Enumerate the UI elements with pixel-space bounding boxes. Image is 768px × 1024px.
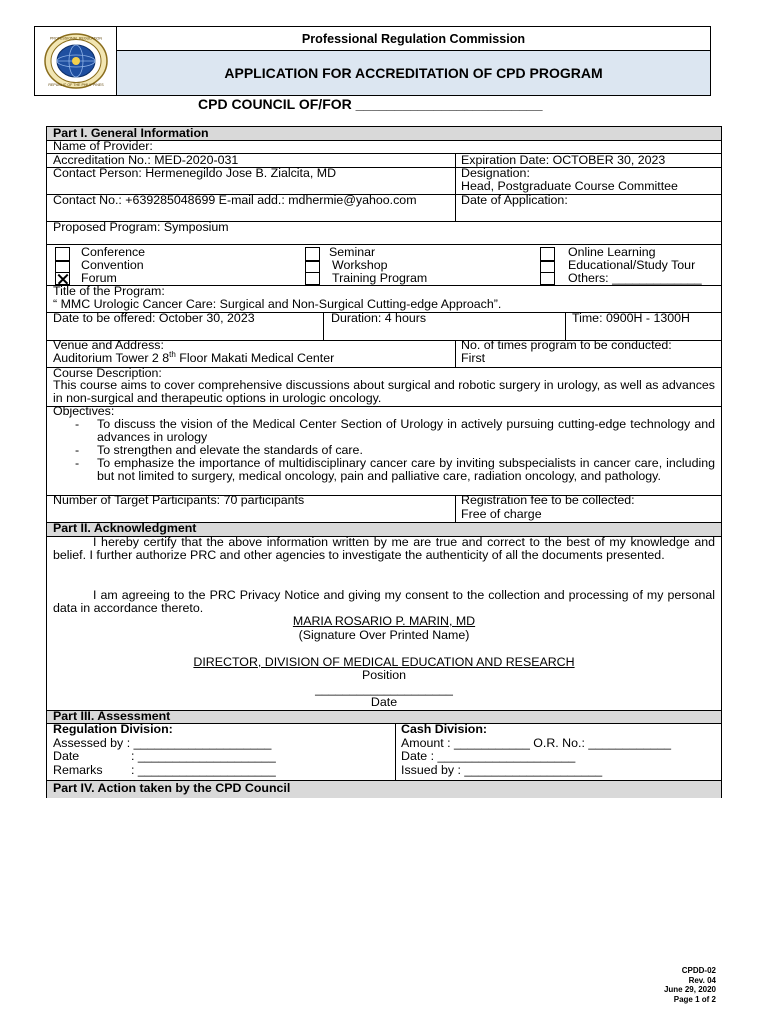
- cash-division-title: Cash Division:: [401, 722, 488, 736]
- date-line[interactable]: ____________________: [315, 682, 453, 696]
- course-description[interactable]: This course aims to cover comprehensive discussions about surgical and robotic surgery in urology, as well as advances in non-surgical and therapeutic options in urologic oncology.: [53, 378, 715, 406]
- contact-no[interactable]: Contact No.: +639285048699 E-mail add.: mdhermie@yahoo.com: [53, 193, 417, 207]
- privacy-consent-paragraph: I am agreeing to the PRC Privacy Notice and giving my consent to the collection and processing of my personal data in accordance thereto.: [53, 588, 715, 616]
- reg-date-label: Date: [53, 749, 80, 763]
- form-header: [34, 26, 711, 96]
- position-caption: Position: [361, 668, 407, 682]
- part4-title: Part IV. Action taken by the CPD Council: [53, 781, 291, 795]
- venue-value[interactable]: Auditorium Tower 2 8th Floor Makati Medical Center: [53, 349, 335, 365]
- others-label: Others: _____________: [568, 271, 702, 285]
- target-participants[interactable]: Number of Target Participants: 70 participants: [53, 493, 305, 507]
- venue-label: Venue and Address:: [53, 338, 164, 352]
- form-title: APPLICATION FOR ACCREDITATION OF CPD PROGRAM: [117, 51, 710, 95]
- issued-by-field[interactable]: Issued by : ____________________: [401, 763, 603, 777]
- online-checkbox[interactable]: [540, 247, 555, 261]
- date-offered[interactable]: Date to be offered: October 30, 2023: [53, 311, 255, 325]
- times-conducted-label: No. of times program to be conducted:: [461, 338, 672, 352]
- assessed-by-field[interactable]: Assessed by : ____________________: [53, 736, 272, 750]
- remarks-label: Remarks: [53, 763, 103, 777]
- course-description-label: Course Description:: [53, 366, 162, 380]
- objective-item: To emphasize the importance of multidisciplinary cancer care by inviting subspecialists in cancer care, including but not limited to surgery, medical oncology, pain and palliative care, radiation oncology, and pathology.: [97, 456, 715, 484]
- designation-value[interactable]: Head, Postgraduate Course Committee: [461, 179, 678, 193]
- workshop-label: Workshop: [332, 258, 388, 272]
- regulation-division-title: Regulation Division:: [53, 722, 173, 736]
- contact-person[interactable]: Contact Person: Hermenegildo Jose B. Zialcita, MD: [53, 166, 337, 180]
- certification-paragraph: I hereby certify that the above information written by me are true and correct to the best of my knowledge and belief. I further authorize PRC and other agencies to investigate the authenticity of all the documents presented.: [53, 535, 715, 563]
- objective-bullet: -: [75, 443, 80, 457]
- duration[interactable]: Duration: 4 hours: [331, 311, 427, 325]
- registration-fee-label: Registration fee to be collected:: [461, 493, 635, 507]
- objective-bullet: -: [75, 417, 80, 431]
- objective-item: To strengthen and elevate the standards of care.: [97, 443, 363, 457]
- signature-caption: (Signature Over Printed Name): [298, 628, 470, 642]
- part1-title: Part I. General Information: [53, 126, 209, 140]
- svg-text:REPUBLIC OF THE PHILIPPINES: REPUBLIC OF THE PHILIPPINES: [48, 83, 104, 87]
- program-title-value[interactable]: “ MMC Urologic Cancer Care: Surgical and Non-Surgical Cutting-edge Approach”.: [53, 297, 502, 311]
- times-conducted-value[interactable]: First: [461, 351, 486, 365]
- reg-date-field[interactable]: : ____________________: [131, 749, 276, 763]
- seminar-label: Seminar: [329, 245, 376, 259]
- remarks-field[interactable]: : ____________________: [131, 763, 276, 777]
- amount-field[interactable]: Amount : ___________ O.R. No.: ____________: [401, 736, 672, 750]
- proposed-program[interactable]: Proposed Program: Symposium: [53, 220, 229, 234]
- provider-field[interactable]: Name of Provider:: [53, 139, 153, 153]
- conference-checkbox[interactable]: [55, 247, 70, 261]
- conference-label: Conference: [81, 245, 146, 259]
- program-time[interactable]: Time: 0900H - 1300H: [572, 311, 690, 325]
- form-footer: [664, 966, 716, 1004]
- forum-label: Forum: [81, 271, 117, 285]
- date-caption: Date: [370, 695, 398, 709]
- others-checkbox[interactable]: [540, 272, 555, 285]
- signatory-name: MARIA ROSARIO P. MARIN, MD: [292, 614, 476, 628]
- logo-cell: [35, 27, 117, 95]
- objective-bullet: -: [75, 456, 80, 470]
- online-label: Online Learning: [568, 245, 656, 259]
- designation-label: Designation:: [461, 166, 530, 180]
- accreditation-no[interactable]: Accreditation No.: MED-2020-031: [53, 153, 239, 167]
- page-number: Page 1 of 2: [673, 994, 716, 1004]
- prc-seal-icon: [43, 33, 109, 89]
- council-line: CPD COUNCIL OF/FOR ________________________: [198, 96, 543, 112]
- form-code: CPDD-02: [681, 966, 716, 975]
- objectives-label: Objectives:: [53, 404, 115, 418]
- part3-title: Part III. Assessment: [53, 709, 171, 723]
- agency-name: Professional Regulation Commission: [117, 27, 710, 51]
- revision-date: June 29, 2020: [663, 985, 716, 995]
- objective-item: To discuss the vision of the Medical Center Section of Urology in actively pursuing cutting-edge technology and advances in urology: [97, 417, 715, 445]
- training-checkbox[interactable]: [305, 272, 320, 285]
- program-title-label: Title of the Program:: [53, 284, 165, 298]
- date-of-application[interactable]: Date of Application:: [461, 193, 568, 207]
- position-value: DIRECTOR, DIVISION OF MEDICAL EDUCATION AND RESEARCH: [193, 655, 575, 669]
- application-form: [46, 126, 722, 798]
- convention-label: Convention: [81, 258, 144, 272]
- cash-date-field[interactable]: Date : ____________________: [401, 749, 576, 763]
- revision: Rev. 04: [688, 975, 716, 985]
- part2-title: Part II. Acknowledgment: [53, 521, 197, 535]
- educational-label: Educational/Study Tour: [568, 258, 696, 272]
- training-label: Training Program: [332, 271, 428, 285]
- svg-text:PROFESSIONAL REGULATION: PROFESSIONAL REGULATION: [50, 36, 102, 41]
- registration-fee-value[interactable]: Free of charge: [461, 507, 542, 521]
- expiration-date[interactable]: Expiration Date: OCTOBER 30, 2023: [461, 153, 666, 167]
- seminar-checkbox[interactable]: [305, 247, 320, 261]
